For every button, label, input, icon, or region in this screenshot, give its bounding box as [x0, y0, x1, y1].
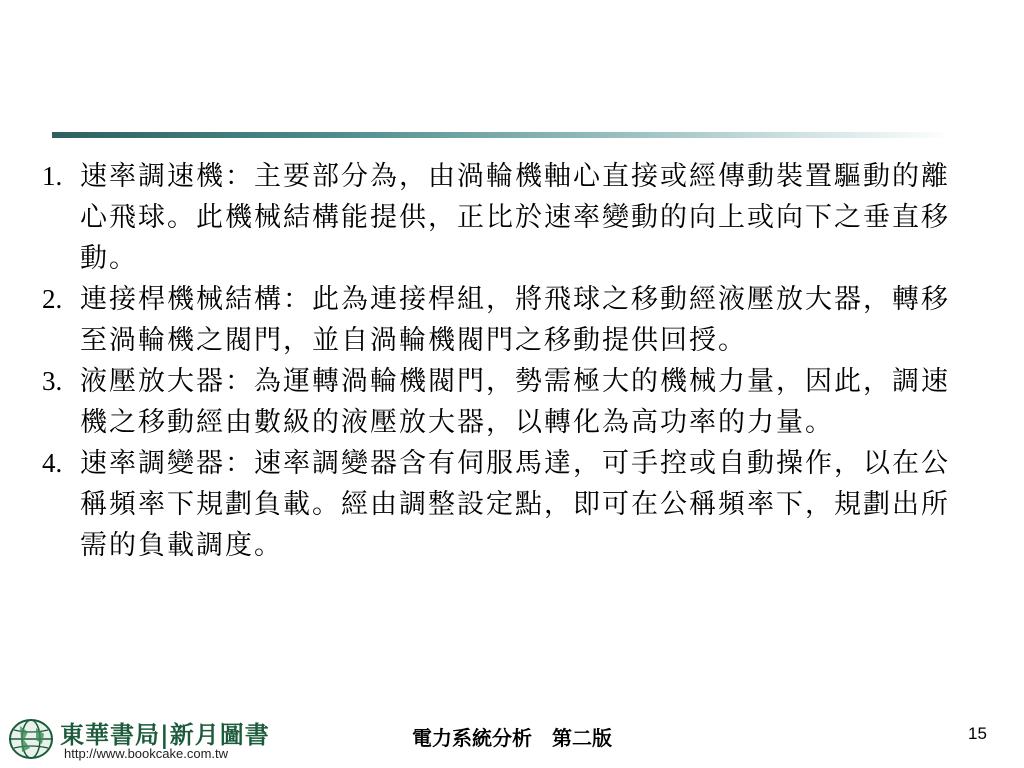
item-number: 4. [42, 448, 63, 478]
publisher-logo [4, 712, 294, 766]
page-number: 15 [968, 724, 987, 743]
item-text: 液壓放大器：為運轉渦輪機閥門，勢需極大的機械力量，因此，調速機之移動經由數級的液壓放大器，以轉化為高功率的力量。 [80, 366, 950, 438]
list-item [42, 443, 972, 566]
list-item [42, 279, 972, 361]
item-text: 連接桿機械結構：此為連接桿組，將飛球之移動經液壓放大器，轉移至渦輪機之閥門，並自渦輪機閥門之移動提供回授。 [80, 284, 950, 356]
logo-url: http://www.bookcake.com.tw [64, 746, 229, 761]
logo-text: 東華書局|新月圖書 [60, 720, 270, 749]
list-item [42, 361, 972, 443]
item-number: 2. [42, 284, 63, 314]
item-text: 速率調速機：主要部分為，由渦輪機軸心直接或經傳動裝置驅動的離心飛球。此機械結構能提供，正比於速率變動的向上或向下之垂直移動。 [80, 161, 950, 274]
content-list [42, 156, 972, 566]
item-text: 速率調變器：速率調變器含有伺服馬達，可手控或自動操作，以在公稱頻率下規劃負載。經由調整設定點，即可在公稱頻率下，規劃出所需的負載調度。 [80, 448, 950, 561]
globe-logo-icon [8, 718, 54, 760]
item-number: 1. [42, 161, 63, 191]
item-number: 3. [42, 366, 63, 396]
book-title: 電力系統分析 第二版 [412, 726, 612, 750]
list-item [42, 156, 972, 279]
title-divider-bar [52, 132, 952, 138]
